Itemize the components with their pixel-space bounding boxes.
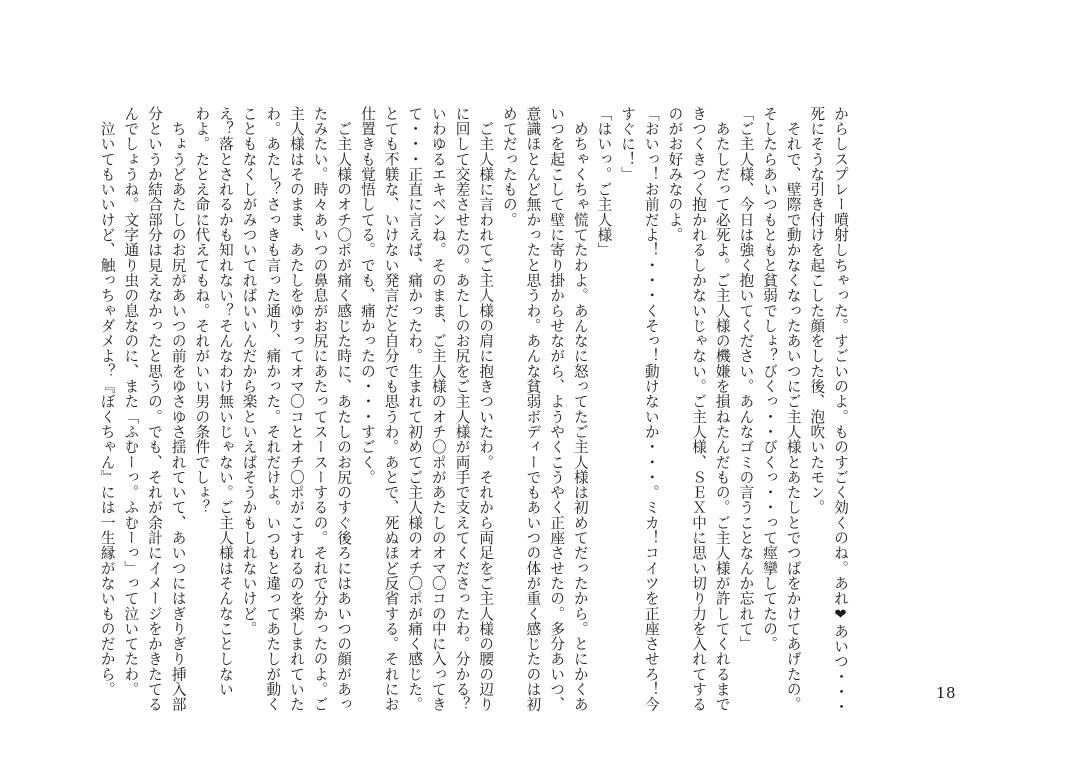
text-line: からしスプレー噴射しちゃった。すごいのよ。ものすごく効くのね。あれ❤あいつ・・・	[832, 106, 849, 715]
text-line: あたしだって必死よ。ご主人様の機嫌を損ねたんだもの。ご主人様が許してくれるまで	[713, 106, 731, 712]
text-line: 意識ほとんど無かったと思うわ。あんな貧弱ボディーでもあいつの体が重く感じたのは初	[524, 106, 542, 712]
text-line: 「おいっ！お前だよ！・・・くそっ！動けないか・・・。ミカ！コイツを正座させろ！今	[642, 106, 660, 712]
text-line: 「はいっ。ご主人様」	[595, 106, 613, 258]
text-line: とても不躾な、いけない発言だと自分でも思うわ。あとで、死ぬほど反省する。それにお	[382, 106, 400, 712]
text-line: めてだったもの。	[500, 106, 518, 228]
text-line: に回して交差させたの。あたしのお尻をご主人様が両手で支えてくださったわ。分かる？	[453, 106, 471, 712]
text-line: わよ。たとえ命に代えてもね。それがいい男の条件でしょ？	[193, 106, 211, 516]
text-line: こともなくしがみついてればいいんだから楽といえばそうかもしれないけど。	[240, 106, 258, 637]
text-line: たみたい。時々あいつの鼻息がお尻にあたってスースーするの。それで分かったのよ。ご	[311, 106, 329, 712]
text-line: ご主人様に言われてご主人様の肩に抱きついたわ。それから両足をご主人様の腰の辺り	[477, 106, 495, 712]
text-line: わ。あたし？さっきも言った通り、痛かった。それだけよ。いつもと違ってあたしが動く	[264, 106, 282, 712]
text-line: 分というか結合部分は見えなかったと思うの。でも、それが余計にイメージをかきたてる	[145, 106, 163, 712]
text-line: 泣いてもいいけど、触っちゃダメよ？『ぼくちゃん』には一生縁がないものだから。	[98, 106, 116, 697]
text-line: のがお好みなのよ。	[666, 106, 684, 243]
text-line: 死にそうな引き付けを起こした顔をした後、泡吹いたモン。	[808, 106, 826, 516]
text-line: 仕置きも覚悟してる。でも、痛かったの・・・すごく。	[358, 106, 376, 485]
text-line: て・・・正直に言えば、痛かったわ。生まれて初めてご主人様のオチ〇ポが痛く感じた。	[406, 106, 424, 712]
text-line: それで、壁際で動かなくなったあいつにご主人様とあたしとでつばをかけてあげたの。	[784, 106, 802, 712]
text-line: めちゃくちゃ慌てたわよ。あんなに怒ってたご主人様は初めてだったから。とにかくあ	[571, 106, 589, 712]
text-line: 「ご主人様、今日は強く抱いてください。あんなゴミの言うことなんか忘れて」	[737, 106, 755, 652]
text-line: 主人様はそのまま、あたしをゆすってオマ〇コとオチ〇ポがこすれるのを楽しまれていた	[287, 106, 305, 712]
vertical-text-block	[98, 106, 852, 715]
page-number: 18	[936, 684, 957, 702]
text-line: そしたらあいつもともと貧弱でしょ？びくっ・・びくっ・・って痙攣してたの。	[761, 106, 779, 652]
text-line: んでしょうね。文字通り虫の息なのに、また「ふむーっ。ふむーっ」って泣いてたわ。	[122, 106, 140, 697]
text-line: いわゆるエキベンね。そのまま、ご主人様のオチ〇ポがあたしのオマ〇コの中に入ってき	[429, 106, 447, 712]
text-line: え？落とされるかも知れない？そんなわけ無いじゃない。ご主人様はそんなことしない	[216, 106, 234, 697]
text-line: ご主人様のオチ〇ポが痛く感じた時に、あたしのお尻のすぐ後ろにはあいつの顔があっ	[335, 106, 353, 712]
text-line: ちょうどあたしのお尻があいつの前をゆさゆさ揺れていて、あいつにはぎりぎり挿入部	[169, 106, 187, 712]
text-line: きつくきつく抱かれるしかないじゃない。ご主人様、ＳＥＸ中に思い切り力を入れてする	[690, 106, 708, 712]
text-line: いつを起こして壁に寄り掛からせながら、ようやくこうやく正座させたの。多分あいつ、	[548, 106, 566, 712]
text-line: すぐに！」	[619, 106, 637, 182]
